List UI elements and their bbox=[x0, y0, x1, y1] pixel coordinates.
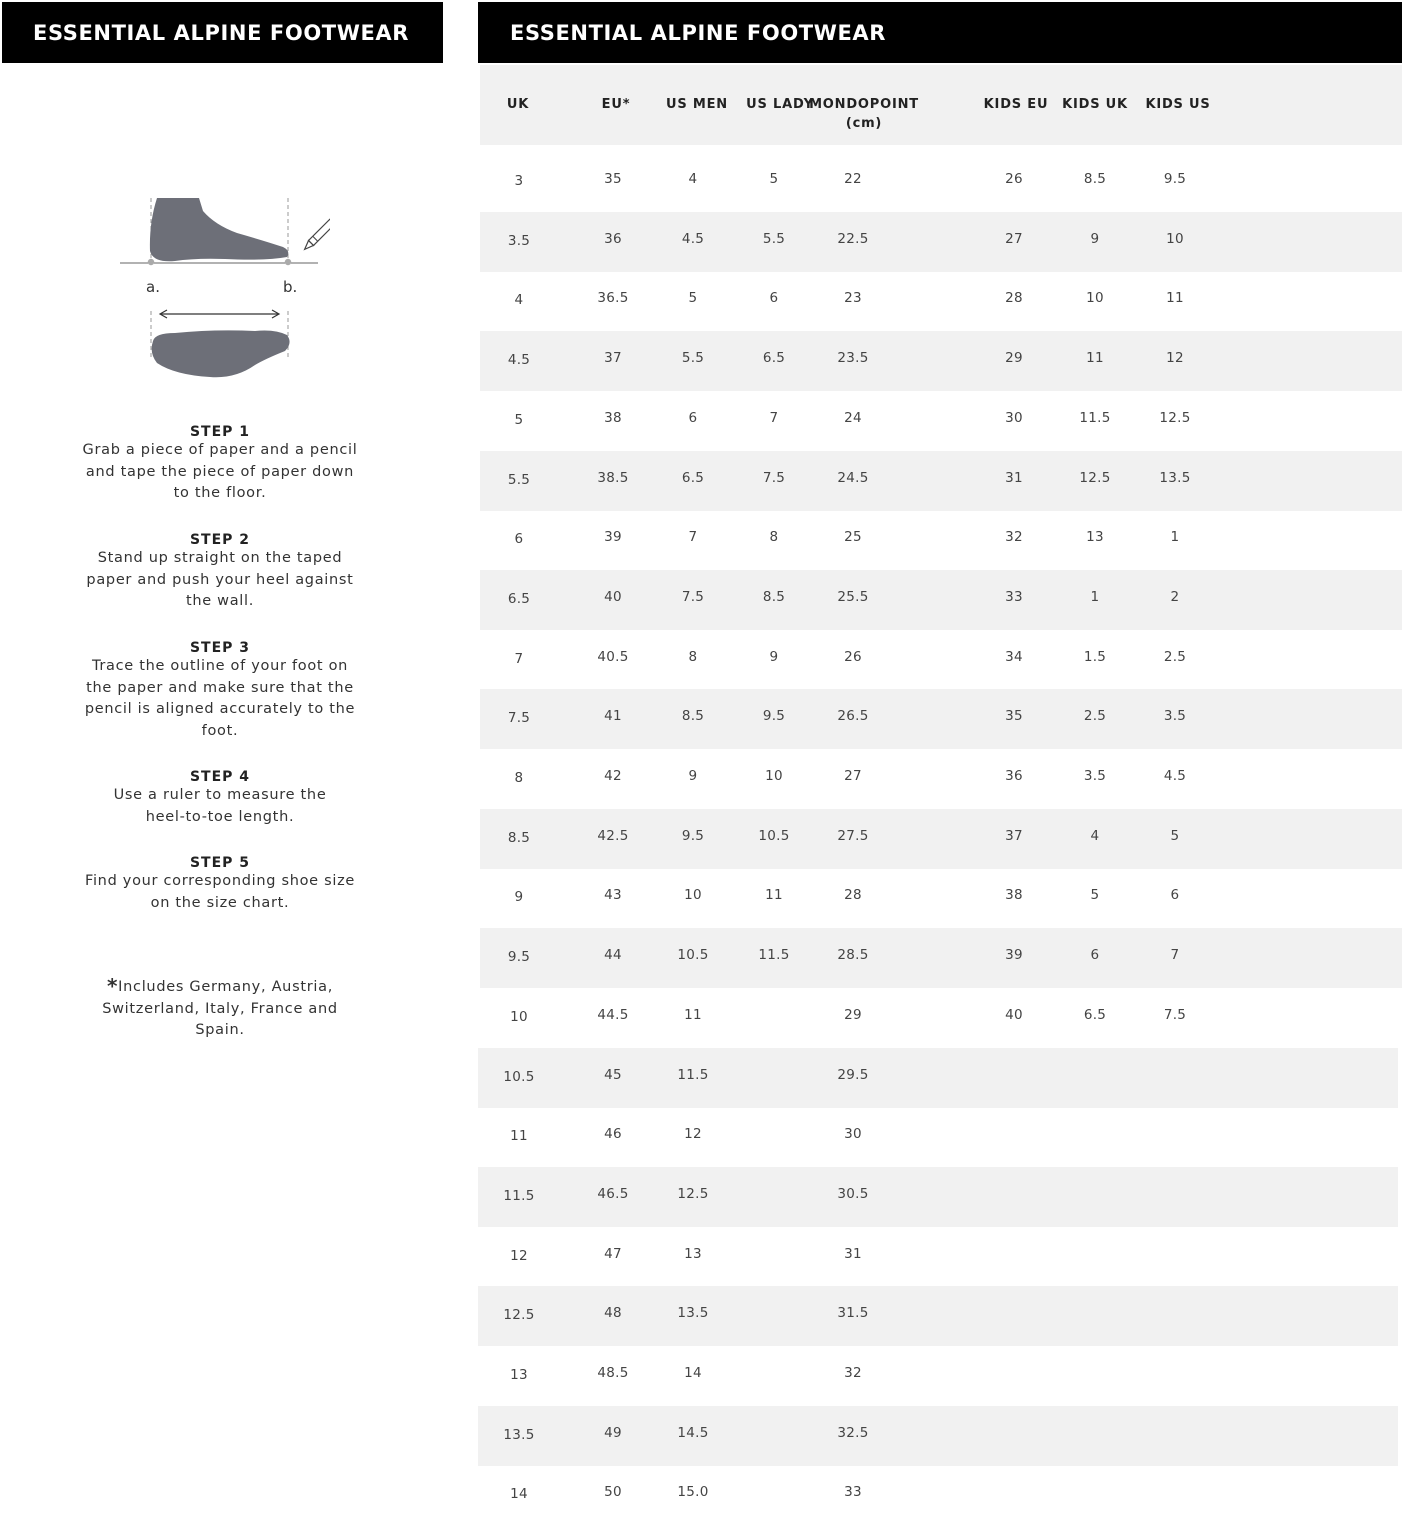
label-a: a. bbox=[146, 278, 160, 296]
table-cell: 40 bbox=[1005, 1006, 1023, 1023]
table-cell: 12.5 bbox=[1159, 409, 1191, 426]
step-title: STEP 2 bbox=[189, 532, 251, 548]
table-cell: 9.5 bbox=[762, 708, 786, 725]
table-cell: 7.5 bbox=[507, 710, 531, 727]
table-row bbox=[480, 988, 1402, 1048]
table-cell: 23.5 bbox=[837, 350, 869, 367]
table-cell: 10.5 bbox=[758, 827, 790, 844]
table-cell: 39 bbox=[1005, 947, 1023, 964]
table-cell: 12 bbox=[510, 1247, 528, 1264]
table-cell: 8.5 bbox=[507, 829, 531, 846]
table-cell: 27 bbox=[844, 768, 862, 784]
footnote-line-1: Includes Germany, Austria, bbox=[118, 979, 333, 995]
table-cell: 4 bbox=[688, 171, 698, 187]
table-row bbox=[480, 809, 1402, 869]
table-cell: 35 bbox=[1005, 708, 1023, 725]
table-row bbox=[480, 630, 1402, 690]
table-cell: 7.5 bbox=[681, 588, 705, 605]
step-3 bbox=[80, 640, 360, 742]
table-cell: 6.5 bbox=[1083, 1006, 1107, 1023]
column-header: US MEN bbox=[666, 97, 728, 112]
table-cell: 38 bbox=[1005, 887, 1023, 904]
table-cell: 4 bbox=[514, 292, 524, 309]
table-cell: 36 bbox=[1005, 768, 1023, 784]
table-cell: 30 bbox=[1005, 409, 1023, 426]
step-text-line: and tape the piece of paper down bbox=[85, 463, 355, 480]
table-cell: 7 bbox=[1170, 947, 1180, 964]
table-cell: 13.5 bbox=[677, 1305, 709, 1322]
table-cell: 6 bbox=[1170, 887, 1180, 904]
table-cell: 48 bbox=[604, 1305, 622, 1322]
table-cell: 42.5 bbox=[597, 827, 629, 844]
table-cell: 5.5 bbox=[762, 230, 786, 247]
table-cell: 3.5 bbox=[1083, 768, 1107, 784]
table-row bbox=[480, 749, 1402, 809]
table-row bbox=[480, 570, 1402, 630]
table-cell: 3 bbox=[514, 173, 524, 189]
table-cell: 15.0 bbox=[677, 1484, 709, 1501]
step-title: STEP 5 bbox=[189, 855, 251, 871]
table-cell: 2.5 bbox=[1083, 708, 1107, 725]
table-cell: 4.5 bbox=[1163, 768, 1187, 784]
table-cell: 22 bbox=[844, 171, 862, 187]
footnote-line-2: Switzerland, Italy, France and bbox=[102, 1000, 338, 1017]
table-cell: 1 bbox=[1090, 588, 1100, 605]
table-cell: 31.5 bbox=[837, 1305, 869, 1322]
step-text-line: Find your corresponding shoe size bbox=[84, 873, 356, 889]
table-cell: 5.5 bbox=[507, 471, 531, 488]
table-row bbox=[480, 928, 1402, 988]
table-cell: 11.5 bbox=[758, 947, 790, 964]
table-row bbox=[478, 1286, 1398, 1346]
table-cell: 23 bbox=[844, 290, 862, 307]
table-cell: 32 bbox=[1005, 529, 1023, 546]
table-cell: 1.5 bbox=[1083, 648, 1107, 665]
table-cell: 6 bbox=[1090, 947, 1100, 964]
table-row bbox=[478, 1346, 1398, 1406]
table-cell: 14 bbox=[684, 1365, 702, 1381]
step-4 bbox=[80, 769, 360, 828]
table-cell: 31 bbox=[1005, 469, 1023, 486]
table-cell: 49 bbox=[604, 1424, 622, 1441]
right-banner bbox=[478, 2, 1402, 63]
table-cell: 8.5 bbox=[762, 588, 786, 605]
table-cell: 40 bbox=[604, 588, 622, 605]
table-cell: 14 bbox=[510, 1486, 528, 1503]
table-cell: 38 bbox=[604, 409, 622, 426]
table-cell: 10 bbox=[684, 887, 702, 904]
table-row bbox=[478, 1465, 1398, 1525]
table-cell: 5 bbox=[769, 171, 779, 187]
table-cell: 9.5 bbox=[507, 949, 531, 966]
table-row bbox=[478, 1406, 1398, 1466]
table-cell: 31 bbox=[844, 1245, 862, 1262]
table-cell: 9.5 bbox=[1163, 171, 1187, 187]
table-cell: 12.5 bbox=[677, 1185, 709, 1202]
table-cell: 8 bbox=[769, 529, 779, 546]
table-cell: 24.5 bbox=[837, 469, 869, 486]
table-row bbox=[478, 1167, 1398, 1227]
pencil-icon bbox=[302, 219, 330, 252]
table-cell: 11.5 bbox=[677, 1066, 709, 1083]
table-cell: 5 bbox=[688, 290, 698, 307]
table-cell: 45 bbox=[604, 1066, 622, 1083]
step-title: STEP 1 bbox=[189, 424, 251, 440]
table-cell: 8 bbox=[514, 770, 524, 786]
table-cell: 42 bbox=[604, 768, 622, 784]
step-text-line: foot. bbox=[201, 722, 239, 739]
table-cell: 4.5 bbox=[681, 230, 705, 247]
table-cell: 5.5 bbox=[681, 350, 705, 367]
table-cell: 26.5 bbox=[837, 708, 869, 725]
table-cell: 26 bbox=[844, 648, 862, 665]
footnote bbox=[80, 976, 360, 1042]
step-text-line: Use a ruler to measure the bbox=[113, 787, 327, 803]
table-cell: 43 bbox=[604, 887, 622, 904]
right-banner-title: ESSENTIAL ALPINE FOOTWEAR bbox=[510, 20, 887, 45]
step-text-line: Trace the outline of your foot on bbox=[91, 658, 349, 674]
table-cell: 9 bbox=[769, 648, 779, 665]
step-5 bbox=[80, 855, 360, 914]
column-header: US LADY bbox=[746, 97, 814, 112]
table-cell: 30.5 bbox=[837, 1185, 869, 1202]
table-cell: 38.5 bbox=[597, 469, 629, 486]
table-cell: 8.5 bbox=[681, 708, 705, 725]
table-cell: 29.5 bbox=[837, 1066, 869, 1083]
step-text-line: Stand up straight on the taped bbox=[97, 550, 343, 566]
table-cell: 10 bbox=[510, 1008, 528, 1025]
table-row bbox=[480, 689, 1402, 749]
table-cell: 9.5 bbox=[681, 827, 705, 844]
step-text-line: Grab a piece of paper and a pencil bbox=[82, 442, 358, 458]
table-row bbox=[480, 510, 1402, 570]
table-cell: 28.5 bbox=[837, 947, 869, 964]
table-cell: 12.5 bbox=[1079, 469, 1111, 486]
table-row bbox=[480, 868, 1402, 928]
table-cell: 7 bbox=[769, 409, 779, 426]
table-cell: 13 bbox=[510, 1367, 528, 1383]
table-cell: 33 bbox=[1005, 588, 1023, 605]
table-cell: 13 bbox=[1086, 529, 1104, 546]
table-cell: 12.5 bbox=[503, 1307, 535, 1324]
foot-top-icon bbox=[152, 330, 290, 377]
table-header bbox=[480, 65, 1402, 145]
table-cell: 7 bbox=[688, 529, 698, 546]
table-cell: 37 bbox=[604, 350, 622, 367]
footnote-line-3: Spain. bbox=[195, 1022, 245, 1038]
step-1 bbox=[80, 424, 360, 505]
table-cell: 1 bbox=[1170, 529, 1180, 546]
table-cell: 44 bbox=[604, 947, 622, 964]
table-cell: 12 bbox=[1166, 350, 1184, 367]
table-cell: 6 bbox=[514, 531, 524, 548]
step-text-line: the paper and make sure that the bbox=[86, 679, 354, 696]
table-cell: 6.5 bbox=[507, 590, 531, 607]
table-cell: 50 bbox=[604, 1484, 622, 1501]
table-cell: 13 bbox=[684, 1245, 702, 1262]
table-cell: 46 bbox=[604, 1126, 622, 1143]
table-cell: 39 bbox=[604, 529, 622, 546]
table-cell: 34 bbox=[1005, 648, 1023, 665]
table-cell: 6 bbox=[688, 409, 698, 426]
table-cell: 10 bbox=[1166, 230, 1184, 247]
table-cell: 3.5 bbox=[507, 232, 531, 249]
table-cell: 44.5 bbox=[597, 1006, 629, 1023]
table-cell: 4.5 bbox=[507, 352, 531, 369]
column-header: KIDS UK bbox=[1062, 97, 1128, 112]
table-cell: 25 bbox=[844, 529, 862, 546]
table-cell: 47 bbox=[604, 1245, 622, 1262]
table-row bbox=[480, 152, 1402, 212]
table-row bbox=[480, 331, 1402, 391]
table-cell: 6 bbox=[769, 290, 779, 307]
footnote-marker: * bbox=[106, 974, 119, 998]
table-cell: 13.5 bbox=[1159, 469, 1191, 486]
step-text-line: the wall. bbox=[185, 593, 255, 609]
table-cell: 11 bbox=[765, 887, 783, 904]
table-cell: 14.5 bbox=[677, 1424, 709, 1441]
table-cell: 11 bbox=[684, 1006, 702, 1023]
table-cell: 11.5 bbox=[1079, 409, 1111, 426]
table-cell: 10.5 bbox=[677, 947, 709, 964]
table-row bbox=[478, 1227, 1398, 1287]
table-cell: 7.5 bbox=[762, 469, 786, 486]
table-cell: 29 bbox=[1005, 350, 1023, 367]
table-cell: 5 bbox=[1090, 887, 1100, 904]
label-b: b. bbox=[283, 278, 298, 296]
table-cell: 11 bbox=[1166, 290, 1184, 307]
table-cell: 2 bbox=[1170, 588, 1180, 605]
table-cell: 36 bbox=[604, 230, 622, 247]
table-cell: 30 bbox=[844, 1126, 862, 1143]
table-cell: 46.5 bbox=[597, 1185, 629, 1202]
table-cell: 9 bbox=[1090, 230, 1100, 247]
table-cell: 7.5 bbox=[1163, 1006, 1187, 1023]
table-cell: 26 bbox=[1005, 171, 1023, 187]
table-cell: 10 bbox=[765, 768, 783, 784]
table-row bbox=[480, 271, 1402, 331]
step-title: STEP 4 bbox=[189, 769, 251, 785]
column-header: MONDOPOINT (cm) bbox=[809, 97, 919, 131]
column-header: UK bbox=[506, 97, 530, 112]
table-row bbox=[480, 212, 1402, 272]
table-cell: 22.5 bbox=[837, 230, 869, 247]
step-text-line: to the floor. bbox=[173, 485, 267, 501]
table-cell: 41 bbox=[604, 708, 622, 725]
table-cell: 28 bbox=[1005, 290, 1023, 307]
table-cell: 25.5 bbox=[837, 588, 869, 605]
column-header: KIDS EU bbox=[983, 97, 1049, 112]
table-cell: 6.5 bbox=[681, 469, 705, 486]
table-cell: 8 bbox=[688, 648, 698, 665]
column-header: EU* bbox=[601, 97, 631, 112]
left-banner bbox=[2, 2, 443, 63]
table-cell: 32.5 bbox=[837, 1424, 869, 1441]
table-cell: 32 bbox=[844, 1365, 862, 1381]
table-cell: 8.5 bbox=[1083, 171, 1107, 187]
step-2 bbox=[80, 532, 360, 613]
table-cell: 27.5 bbox=[837, 827, 869, 844]
table-cell: 4 bbox=[1090, 827, 1100, 844]
table-cell: 35 bbox=[604, 171, 622, 187]
table-cell: 10.5 bbox=[503, 1068, 535, 1085]
table-cell: 33 bbox=[844, 1484, 862, 1501]
step-text-line: on the size chart. bbox=[150, 894, 290, 911]
left-banner-title: ESSENTIAL ALPINE FOOTWEAR bbox=[33, 20, 410, 45]
table-cell: 48.5 bbox=[597, 1365, 629, 1381]
table-cell: 28 bbox=[844, 887, 862, 904]
table-cell: 2.5 bbox=[1163, 648, 1187, 665]
column-header: KIDS US bbox=[1145, 97, 1211, 112]
table-cell: 5 bbox=[1170, 827, 1180, 844]
table-cell: 9 bbox=[514, 889, 524, 906]
table-cell: 6.5 bbox=[762, 350, 786, 367]
table-cell: 12 bbox=[684, 1126, 702, 1143]
table-cell: 5 bbox=[514, 411, 524, 428]
foot-side-icon bbox=[120, 198, 318, 265]
table-cell: 9 bbox=[688, 768, 698, 784]
table-cell: 37 bbox=[1005, 827, 1023, 844]
table-row bbox=[480, 391, 1402, 451]
table-cell: 36.5 bbox=[597, 290, 629, 307]
table-cell: 29 bbox=[844, 1006, 862, 1023]
table-row bbox=[478, 1107, 1398, 1167]
table-cell: 3.5 bbox=[1163, 708, 1187, 725]
table-cell: 40.5 bbox=[597, 648, 629, 665]
table-cell: 7 bbox=[514, 650, 524, 667]
table-cell: 13.5 bbox=[503, 1426, 535, 1443]
step-text-line: paper and push your heel against bbox=[86, 571, 354, 588]
table-cell: 11.5 bbox=[503, 1187, 535, 1204]
step-text-line: pencil is aligned accurately to the bbox=[84, 701, 356, 717]
step-text-line: heel-to-toe length. bbox=[145, 808, 295, 825]
table-cell: 11 bbox=[510, 1128, 528, 1145]
step-title: STEP 3 bbox=[189, 640, 251, 656]
table-row bbox=[478, 1048, 1398, 1108]
table-row bbox=[480, 451, 1402, 511]
table-cell: 10 bbox=[1086, 290, 1104, 307]
table-cell: 11 bbox=[1086, 350, 1104, 367]
table-cell: 27 bbox=[1005, 230, 1023, 247]
table-cell: 24 bbox=[844, 409, 862, 426]
